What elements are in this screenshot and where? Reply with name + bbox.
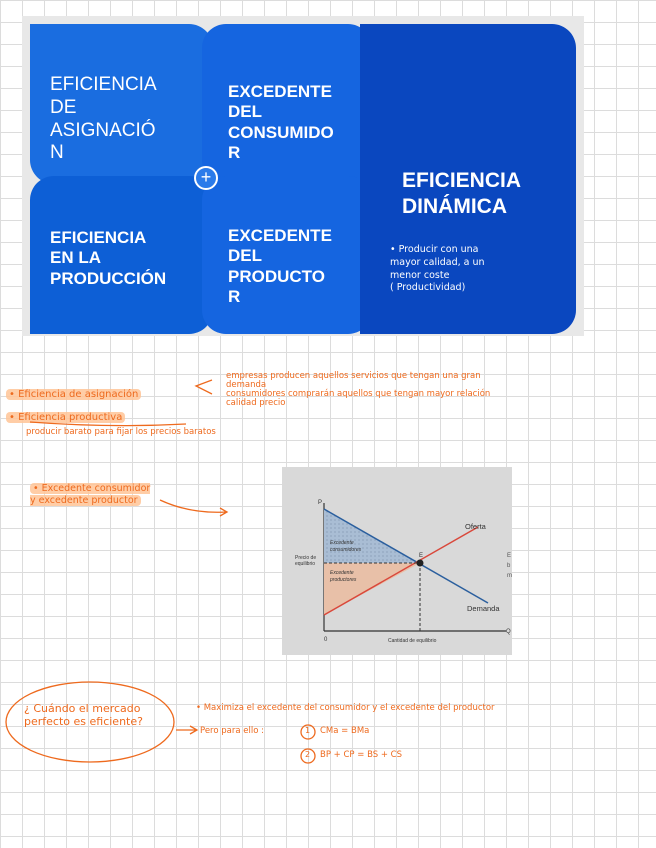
handwritten-note-dinamica: • Producir con una mayor calidad, a un menor coste ( Productividad) [390,244,485,294]
plus-icon: + [194,166,218,190]
price-label [295,555,318,567]
highlighted-term: • Eficiencia de asignación [6,389,141,400]
producer-surplus-line: productores [330,577,357,583]
tile-excedente-consumidor [202,24,372,184]
note-productiva-definition: producir barato para fijar los precios baratos [26,427,216,437]
note-condition-1: CMa = BMa [320,726,370,736]
arrow-right-icon [160,500,227,516]
q-axis-label: Q [506,629,511,635]
tile-label: EFICIENCIA DINÁMICA [402,169,522,219]
consumer-surplus-line: Excedente [330,540,354,546]
tile-label: EFICIENCIA DE ASIGNACIÓ N [50,74,157,164]
equilibrium-point [417,560,424,567]
edge-text-line: E [507,553,512,559]
p-axis-label: P [318,500,323,506]
tile-eficiencia-dinamica [360,24,576,334]
highlighted-term: • Excedente consumidor y excedente productor [30,482,151,506]
arrow-right-icon [176,726,197,734]
producer-surplus-label [329,570,357,583]
underline-stroke [30,422,186,426]
tile-label: EXCEDENTE DEL PRODUCTO R [228,226,332,307]
bracket-stroke [196,380,212,394]
demand-label: Demanda [467,604,500,613]
tile-label: EFICIENCIA EN LA PRODUCCIÓN [50,228,167,288]
tile-eficiencia-asignacion [30,24,213,184]
supply-label: Oferta [465,522,486,531]
slide-image [22,16,584,336]
condition-number-1: 1 [305,726,311,735]
note-asignacion-definition: empresas producen aquellos servicios que tengan una gran demanda consumidores comprarán aquellos que tengan mayor relación calidad precio [226,371,491,408]
price-label-line: equilibrio [295,561,316,567]
tile-excedente-productor [202,176,372,334]
note-condition-2: BP + CP = BS + CS [320,750,403,760]
quantity-label: Cantidad de equilibrio [388,638,437,644]
price-label-line: Precio de [295,555,317,561]
edge-text-line: b [507,563,511,569]
edge-text-line: m [507,573,512,579]
equilibrium-label: E [419,553,424,559]
note-answer: • Maximiza el excedente del consumidor y el excedente del productor [196,703,495,713]
condition-number-2: 2 [305,750,311,759]
tile-label: EXCEDENTE DEL CONSUMIDO R [228,82,334,163]
highlighted-term: • Eficiencia productiva [6,412,125,423]
producer-surplus-line: Excedente [330,570,354,576]
supply-demand-graph [282,467,512,655]
note-pero: Pero para ello : [200,726,264,736]
edge-text [507,553,512,579]
tile-eficiencia-produccion [30,176,213,334]
consumer-surplus-line: consumidores [330,547,362,553]
note-question: ¿ Cuándo el mercado perfecto es eficiente? [24,702,143,729]
origin-label: 0 [324,637,328,643]
